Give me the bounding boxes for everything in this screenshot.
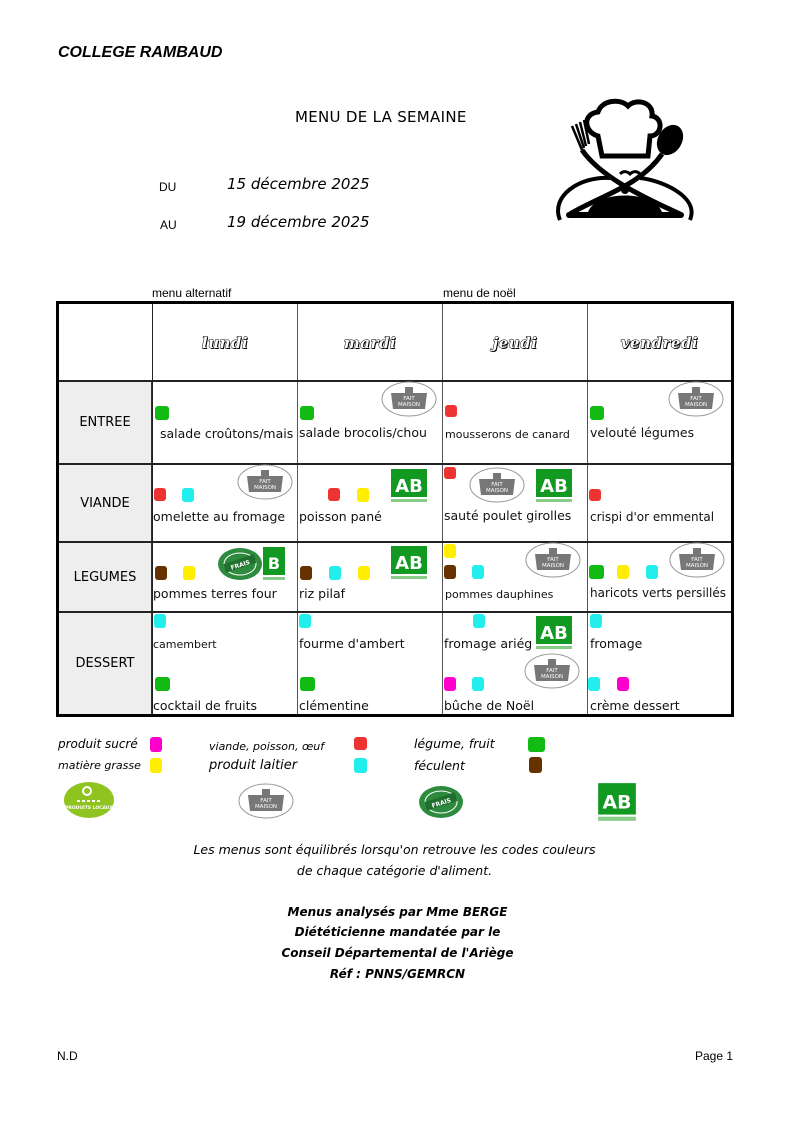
christmas-menu-note: menu de noël — [443, 286, 516, 300]
dish-viande-lundi: omelette au fromage — [153, 509, 286, 524]
code-feculent-square — [444, 565, 456, 579]
dish-cheese-vendredi: fromage — [590, 636, 643, 651]
day-header-lundi: lundi — [201, 333, 249, 352]
dish-legumes-jeudi: pommes dauphines — [445, 588, 554, 601]
dish-sweet-mardi: clémentine — [299, 698, 369, 713]
legend-matiere-grasse-label: matière grasse — [58, 759, 141, 772]
legend-sucre-square — [150, 737, 162, 752]
code-laitier-square — [329, 566, 341, 580]
row-head-dessert: DESSERT — [59, 612, 152, 714]
dish-cheese-jeudi: fromage ariég — [444, 636, 533, 651]
svg-text:FAIT: FAIT — [260, 798, 272, 804]
legend-laitier-square — [354, 758, 367, 773]
fait-maison-icon — [237, 464, 293, 500]
svg-text:AB: AB — [540, 476, 568, 497]
svg-text:AB: AB — [395, 476, 423, 497]
code-laitier-square — [472, 565, 484, 579]
fait-maison-icon — [469, 467, 525, 503]
day-header-jeudi: jeudi — [492, 333, 538, 352]
dish-legumes-mardi: riz pilaf — [299, 586, 346, 601]
svg-text:MAISON: MAISON — [540, 674, 564, 680]
svg-text:FAIT: FAIT — [690, 396, 702, 402]
fait-maison-icon — [524, 653, 580, 689]
code-laitier-square — [299, 614, 311, 628]
legend-laitier-label: produit laitier — [209, 758, 298, 773]
agriculture-biologique-icon — [597, 780, 637, 824]
dish-legumes-lundi: pommes terres four — [153, 586, 277, 601]
code-viande-square — [445, 405, 457, 417]
code-legume-square — [155, 406, 169, 420]
page-number: Page 1 — [695, 1049, 734, 1063]
svg-text:B: B — [267, 554, 281, 573]
svg-text:FRAIS: FRAIS — [430, 797, 453, 810]
balance-note-line2: de chaque catégorie d'aliment. — [296, 863, 493, 878]
svg-text:AB: AB — [395, 553, 423, 574]
to-label: AU — [160, 218, 177, 232]
legend-legume-label: légume, fruit — [414, 736, 495, 751]
day-header-mardi: mardi — [343, 333, 397, 352]
code-viande-square — [444, 467, 456, 479]
day-header-vendredi: vendredi — [620, 333, 699, 352]
dish-sweet-vendredi: crème dessert — [590, 698, 680, 713]
code-laitier-square — [154, 614, 166, 628]
dish-viande-jeudi: sauté poulet girolles — [444, 508, 572, 523]
fait-maison-icon — [381, 381, 437, 417]
dish-legumes-vendredi: haricots verts persillés — [590, 586, 726, 600]
code-matiere-grasse-square — [617, 565, 629, 579]
svg-text:FAIT: FAIT — [403, 396, 415, 402]
svg-text:MAISON: MAISON — [254, 804, 278, 810]
svg-text:FAIT: FAIT — [691, 557, 703, 563]
legend-feculent-label: féculent — [414, 758, 465, 773]
school-name: COLLEGE RAMBAUD — [58, 44, 223, 61]
code-legume-square — [589, 565, 604, 579]
legend-viande-square — [354, 737, 367, 750]
fait-maison-icon — [238, 782, 294, 820]
analysis-line4: Réf : PNNS/GEMRCN — [329, 967, 466, 981]
alternative-menu-note: menu alternatif — [152, 286, 232, 300]
agriculture-biologique-icon — [390, 466, 428, 504]
svg-text:PRODUITS LOCAUX: PRODUITS LOCAUX — [65, 806, 113, 811]
legend-feculent-square — [529, 757, 542, 773]
analysis-line1: Menus analysés par Mme BERGE — [287, 905, 508, 919]
svg-text:FAIT: FAIT — [491, 482, 503, 488]
fait-maison-icon — [668, 381, 724, 417]
to-date: 19 décembre 2025 — [227, 213, 370, 231]
code-matiere-grasse-square — [358, 566, 370, 580]
fait-maison-icon — [525, 542, 581, 578]
code-viande-square — [154, 488, 166, 501]
legend-matiere-grasse-square — [150, 758, 162, 773]
code-laitier-square — [182, 488, 194, 502]
dish-entree-mardi: salade brocolis/chou — [299, 425, 427, 440]
svg-text:MAISON: MAISON — [397, 402, 421, 408]
dish-cheese-mardi: fourme d'ambert — [299, 636, 405, 651]
dish-sweet-lundi: cocktail de fruits — [153, 698, 258, 713]
code-matiere-grasse-square — [183, 566, 195, 580]
legend-legume-square — [528, 737, 545, 752]
svg-text:MAISON: MAISON — [685, 563, 709, 569]
menu-table — [56, 301, 734, 717]
row-head-entree: ENTREE — [59, 381, 152, 464]
produit-frais-icon — [214, 544, 266, 584]
code-viande-square — [328, 488, 340, 501]
code-laitier-square — [646, 565, 658, 579]
agriculture-biologique-icon — [535, 613, 573, 651]
dish-entree-lundi: salade croûtons/mais — [160, 426, 294, 441]
code-sucre-square — [617, 677, 629, 691]
code-feculent-square — [155, 566, 167, 580]
legend-sucre-label: produit sucré — [58, 737, 138, 751]
svg-text:MAISON: MAISON — [485, 488, 509, 494]
footer-initials: N.D — [57, 1049, 78, 1063]
svg-text:MAISON: MAISON — [684, 402, 708, 408]
svg-text:FRAIS: FRAIS — [229, 559, 252, 572]
svg-text:MAISON: MAISON — [253, 485, 277, 491]
code-matiere-grasse-square — [357, 488, 369, 502]
dish-sweet-jeudi: bûche de Noël — [444, 698, 535, 713]
code-laitier-square — [588, 677, 600, 691]
code-legume-square — [300, 677, 315, 691]
balance-note-line1: Les menus sont équilibrés lorsqu'on retrouve les codes couleurs — [193, 842, 596, 857]
code-feculent-square — [300, 566, 312, 580]
svg-text:AB: AB — [602, 792, 632, 814]
code-laitier-square — [473, 614, 485, 628]
page-title: MENU DE LA SEMAINE — [295, 108, 467, 126]
svg-text:FAIT: FAIT — [547, 557, 559, 563]
analysis-line3: Conseil Départemental de l'Ariège — [281, 946, 514, 960]
legend-viande-label: viande, poisson, œuf — [209, 740, 325, 753]
dish-viande-mardi: poisson pané — [299, 509, 382, 524]
dish-entree-vendredi: velouté légumes — [590, 425, 695, 440]
from-label: DU — [159, 180, 177, 194]
analysis-line2: Diététicienne mandatée par le — [294, 925, 501, 939]
code-matiere-grasse-square — [444, 544, 456, 558]
code-laitier-square — [472, 677, 484, 691]
code-laitier-square — [590, 614, 602, 628]
agriculture-biologique-icon — [390, 543, 428, 581]
code-legume-square — [300, 406, 314, 420]
code-legume-square — [590, 406, 604, 420]
svg-text:FAIT: FAIT — [259, 479, 271, 485]
produit-frais-icon — [415, 782, 467, 822]
fait-maison-icon — [669, 542, 725, 578]
dish-cheese-lundi: camembert — [153, 638, 217, 651]
agriculture-biologique-icon — [535, 466, 573, 504]
chef-logo-icon — [540, 96, 710, 232]
code-legume-square — [155, 677, 170, 691]
row-head-legumes: LEGUMES — [59, 542, 152, 612]
row-head-viande: VIANDE — [59, 464, 152, 542]
dish-entree-jeudi: mousserons de canard — [445, 428, 570, 441]
svg-text:FAIT: FAIT — [546, 668, 558, 674]
svg-text:MAISON: MAISON — [541, 563, 565, 569]
code-viande-square — [589, 489, 601, 501]
dish-viande-vendredi: crispi d'or emmental — [590, 510, 715, 524]
svg-text:AB: AB — [540, 623, 568, 644]
code-sucre-square — [444, 677, 456, 691]
produits-locaux-icon — [63, 781, 115, 819]
from-date: 15 décembre 2025 — [227, 175, 370, 193]
